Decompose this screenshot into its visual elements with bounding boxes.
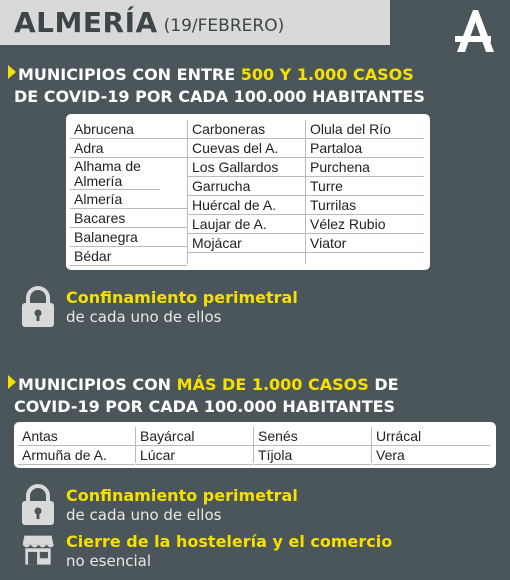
table-cell: Adra bbox=[70, 139, 187, 158]
table-cell: Balanegra bbox=[70, 228, 187, 247]
table-column bbox=[188, 120, 306, 264]
table-column bbox=[18, 427, 136, 463]
table-cell: Bacares bbox=[70, 209, 187, 228]
table-cell: Vera bbox=[372, 446, 490, 465]
arrow-icon bbox=[8, 375, 16, 389]
measure-subtitle: de cada uno de ellos bbox=[66, 308, 222, 326]
title-bar bbox=[0, 0, 390, 45]
lock-icon bbox=[20, 484, 56, 526]
lock-icon bbox=[20, 286, 56, 328]
table-cell: Vélez Rubio bbox=[306, 215, 424, 234]
table-cell: Los Gallardos bbox=[188, 158, 305, 177]
measure-title: Confinamiento perimetral bbox=[66, 288, 298, 307]
section2-heading: MUNICIPIOS CON MÁS DE 1.000 CASOS DE COVID-19 POR CADA 100.000 HABITANTES bbox=[8, 374, 399, 418]
table-cell: Turrilas bbox=[306, 196, 424, 215]
table-cell: Partaloa bbox=[306, 139, 424, 158]
table-cell: Purchena bbox=[306, 158, 424, 177]
municipality-table-1 bbox=[66, 114, 430, 270]
table-column bbox=[372, 427, 490, 463]
page-date: (19/FEBRERO) bbox=[163, 15, 285, 36]
measure-subtitle: de cada uno de ellos bbox=[66, 506, 222, 524]
table-cell: Laujar de A. bbox=[188, 215, 305, 234]
table-cell: Bédar bbox=[70, 247, 187, 266]
table-cell: Abrucena bbox=[70, 120, 187, 139]
table-cell: Turre bbox=[306, 177, 424, 196]
arrow-icon bbox=[8, 65, 16, 79]
table-cell: Bayárcal bbox=[136, 427, 253, 446]
table-cell: Alhama de Almería bbox=[70, 158, 160, 190]
measure-lockdown-1 bbox=[20, 286, 298, 328]
table-cell: Armuña de A. bbox=[18, 446, 135, 465]
table-column bbox=[306, 120, 424, 264]
table-column bbox=[136, 427, 254, 463]
table-column bbox=[254, 427, 372, 463]
table-cell: Lúcar bbox=[136, 446, 253, 465]
table-cell: Senés bbox=[254, 427, 371, 446]
page-title: ALMERÍA bbox=[14, 6, 158, 39]
table-cell: Mojácar bbox=[188, 234, 305, 253]
table-cell: Huércal de A. bbox=[188, 196, 305, 215]
table-cell: Garrucha bbox=[188, 177, 305, 196]
table-cell: Olula del Río bbox=[306, 120, 424, 139]
table-cell: Viator bbox=[306, 234, 424, 253]
table-cell: Tíjola bbox=[254, 446, 371, 465]
table-cell: Carboneras bbox=[188, 120, 305, 139]
section1-heading: MUNICIPIOS CON ENTRE 500 Y 1.000 CASOS DE COVID-19 POR CADA 100.000 HABITANTES bbox=[8, 64, 425, 108]
measure-lockdown-2 bbox=[20, 484, 298, 526]
table-cell: Cuevas del A. bbox=[188, 139, 305, 158]
table-column bbox=[70, 120, 188, 264]
measure-subtitle: no esencial bbox=[66, 552, 152, 570]
table-cell: Antas bbox=[18, 427, 135, 446]
measure-title: Confinamiento perimetral bbox=[66, 486, 298, 505]
shop-icon bbox=[20, 532, 56, 570]
measure-business-closure bbox=[20, 532, 392, 571]
table-cell: Almería bbox=[70, 190, 187, 209]
measure-title: Cierre de la hostelería y el comercio bbox=[66, 532, 393, 551]
andalucia-logo-icon bbox=[450, 8, 496, 54]
municipality-table-2 bbox=[14, 422, 496, 468]
table-cell: Urrácal bbox=[372, 427, 490, 446]
